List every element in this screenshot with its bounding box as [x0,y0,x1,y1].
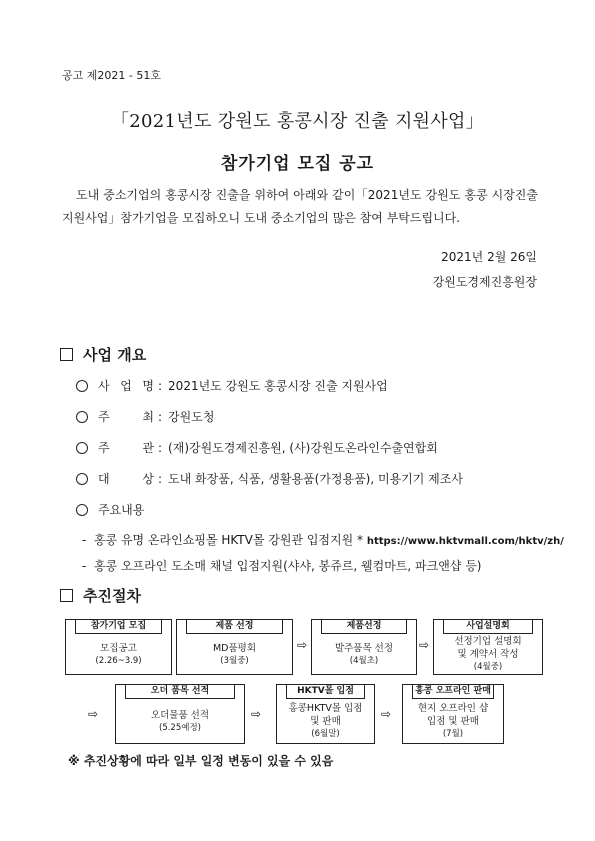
overview-row-host [76,408,214,425]
process-step-5 [115,684,245,744]
step-text: 모집공고 [100,642,137,654]
detail-text: 홍콩 오프라인 도소매 채널 입점지원(샤샤, 봉쥬르, 웰컴마트, 파크앤샵 등) [93,559,482,573]
step-text: 및 계약서 작성 [457,649,519,660]
step-text: 선정기업 설명회 [454,636,522,647]
process-step-3 [311,619,417,675]
hktv-link[interactable]: https://www.hktvmall.com/hktv/zh/ [366,536,564,547]
detail-item-online [82,531,564,548]
arrow-right-icon: ⇨ [419,638,430,652]
step-date: (4월중) [473,662,503,672]
step-head: 오더 품목 선적 [125,685,235,699]
step-text: 발주품목 선정 [334,642,394,654]
step-date: (6월말) [311,729,340,739]
step-text: 현지 오프라인 샵 [417,703,489,714]
section-overview-heading [60,344,146,365]
square-bullet-icon [60,589,73,602]
process-step-1 [65,619,172,675]
process-step-7 [402,684,504,744]
circle-bullet-icon [76,473,88,485]
section-process-title: 추진절차 [83,587,141,605]
step-date: (5.25예정) [159,722,201,733]
overview-row-target [76,470,463,487]
schedule-note: ※ 추진상황에 따라 일부 일정 변동이 있을 수 있음 [68,754,334,768]
square-bullet-icon [60,348,73,361]
step-text: 입점 및 판매 [427,716,479,727]
step-head: 홍콩 오프라인 판매 [412,685,494,699]
process-step-4 [433,619,543,675]
step-text: 오더물품 선적 [150,709,210,721]
overview-row-name [76,377,388,394]
row-label: 주요내용 [98,503,145,517]
intro-paragraph: 도내 중소기업의 홍콩시장 진출을 위하여 아래와 같이「2021년도 강원도 홍콩 시장진출 지원사업」참가기업을 모집하오니 도내 중소기업의 많은 참여 부탁드립니다. [62,188,538,225]
step-head: 제품선정 [321,620,407,634]
overview-row-organizer [76,439,438,456]
notice-subtitle: 참가기업 모집 공고 [220,154,375,174]
colon: : [158,378,163,393]
step-head: 제품 선정 [186,620,283,634]
circle-bullet-icon [76,411,88,423]
arrow-right-icon: ⇨ [381,707,392,721]
section-process-heading [60,585,141,606]
row-value: 강원도청 [168,410,215,424]
arrow-right-icon: ⇨ [251,707,262,721]
row-label: 주 최 [98,410,154,424]
step-text: MD품평회 [212,642,257,654]
arrow-right-icon: ⇨ [297,638,308,652]
issuer: 강원도경제진흥원장 [432,275,537,289]
notice-title: 「2021년도 강원도 홍콩시장 진출 지원사업」 [110,111,484,132]
detail-item-offline [82,557,481,574]
step-date: (2.26~3.9) [95,655,142,666]
step-date: (7월) [442,729,464,739]
colon: : [158,409,163,424]
row-value: 2021년도 강원도 홍콩시장 진출 지원사업 [168,379,388,393]
notice-number: 공고 제2021 - 51호 [62,69,161,82]
colon: : [158,471,163,486]
step-text: 홍콩HKTV몰 입점 [288,703,363,714]
circle-bullet-icon [76,442,88,454]
arrow-right-icon: ⇨ [88,707,99,721]
section-overview-title: 사업 개요 [83,346,147,364]
process-step-6 [276,684,375,744]
dash-bullet: - [82,559,94,573]
row-label: 주 관 [98,441,154,455]
step-head: 참가기업 모집 [75,620,162,634]
row-value: (재)강원도경제진흥원, (사)강원도온라인수출연합회 [168,441,438,455]
dash-bullet: - [82,533,94,547]
colon: : [158,440,163,455]
step-text: 및 판매 [310,716,341,727]
circle-bullet-icon [76,380,88,392]
step-date: (3월중) [220,655,249,666]
notice-date: 2021년 2월 26일 [441,250,537,264]
detail-text: 홍콩 유명 온라인쇼핑몰 HKTV몰 강원관 입점지원 * [93,533,367,547]
row-label: 사 업 명 [98,379,154,393]
step-head: HKTV몰 입점 [286,685,365,699]
circle-bullet-icon [76,504,88,516]
process-step-2 [176,619,293,675]
row-value: 도내 화장품, 식품, 생활용품(가정용품), 미용기기 제조사 [168,472,463,486]
step-date: (4월초) [349,655,379,666]
overview-row-contents [76,501,144,518]
row-label: 대 상 [98,472,154,486]
step-head: 사업설명회 [443,620,533,634]
